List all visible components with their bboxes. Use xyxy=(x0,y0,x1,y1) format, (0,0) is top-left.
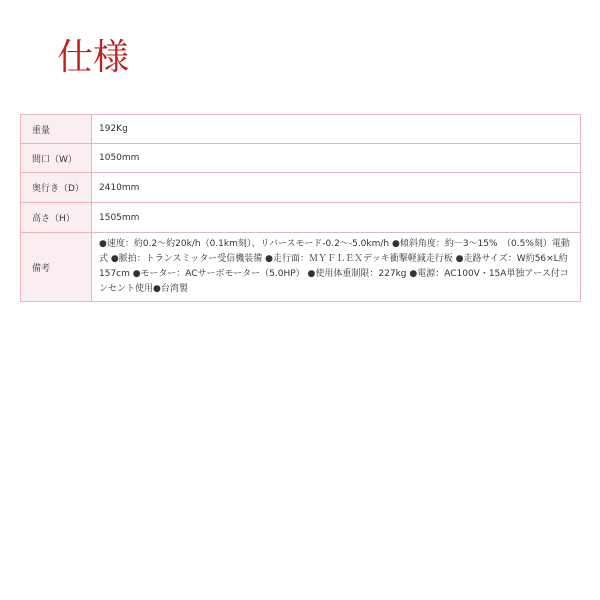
spec-value-height: 1505mm xyxy=(92,203,581,233)
spec-label-weight: 重量 xyxy=(21,115,92,144)
spec-value-notes: ●速度：約0.2～約20k/h（0.1km刻）、リバースモード-0.2～-5.0km/h ●傾斜角度：約－3～15% （0.5%刻）電動式 ●脈拍：トランスミッター受信機装備 ●走行面：ＭＹＦＬＥＸデッキ衝撃軽減走行板 ●走路サイズ：W約56×L約157cm ●モーター：ACサーボモーター（5.0HP） ●使用体重制限：227kg ●電源：AC100V・15A単独アース付コンセント使用●台湾製 xyxy=(92,233,581,302)
spec-value-width: 1050mm xyxy=(92,144,581,173)
table-row xyxy=(21,144,581,173)
spec-value-depth: 2410mm xyxy=(92,173,581,203)
spec-value-weight: 192Kg xyxy=(92,115,581,144)
spec-table xyxy=(20,114,581,302)
spec-label-height: 高さ（H） xyxy=(21,203,92,233)
table-row xyxy=(21,233,581,302)
table-row xyxy=(21,115,581,144)
spec-label-depth: 奥行き（D） xyxy=(21,173,92,203)
table-row xyxy=(21,203,581,233)
spec-label-width: 間口（W） xyxy=(21,144,92,173)
table-row xyxy=(21,173,581,203)
page-title: 仕様 xyxy=(57,37,130,78)
spec-label-notes: 備考 xyxy=(21,233,92,302)
